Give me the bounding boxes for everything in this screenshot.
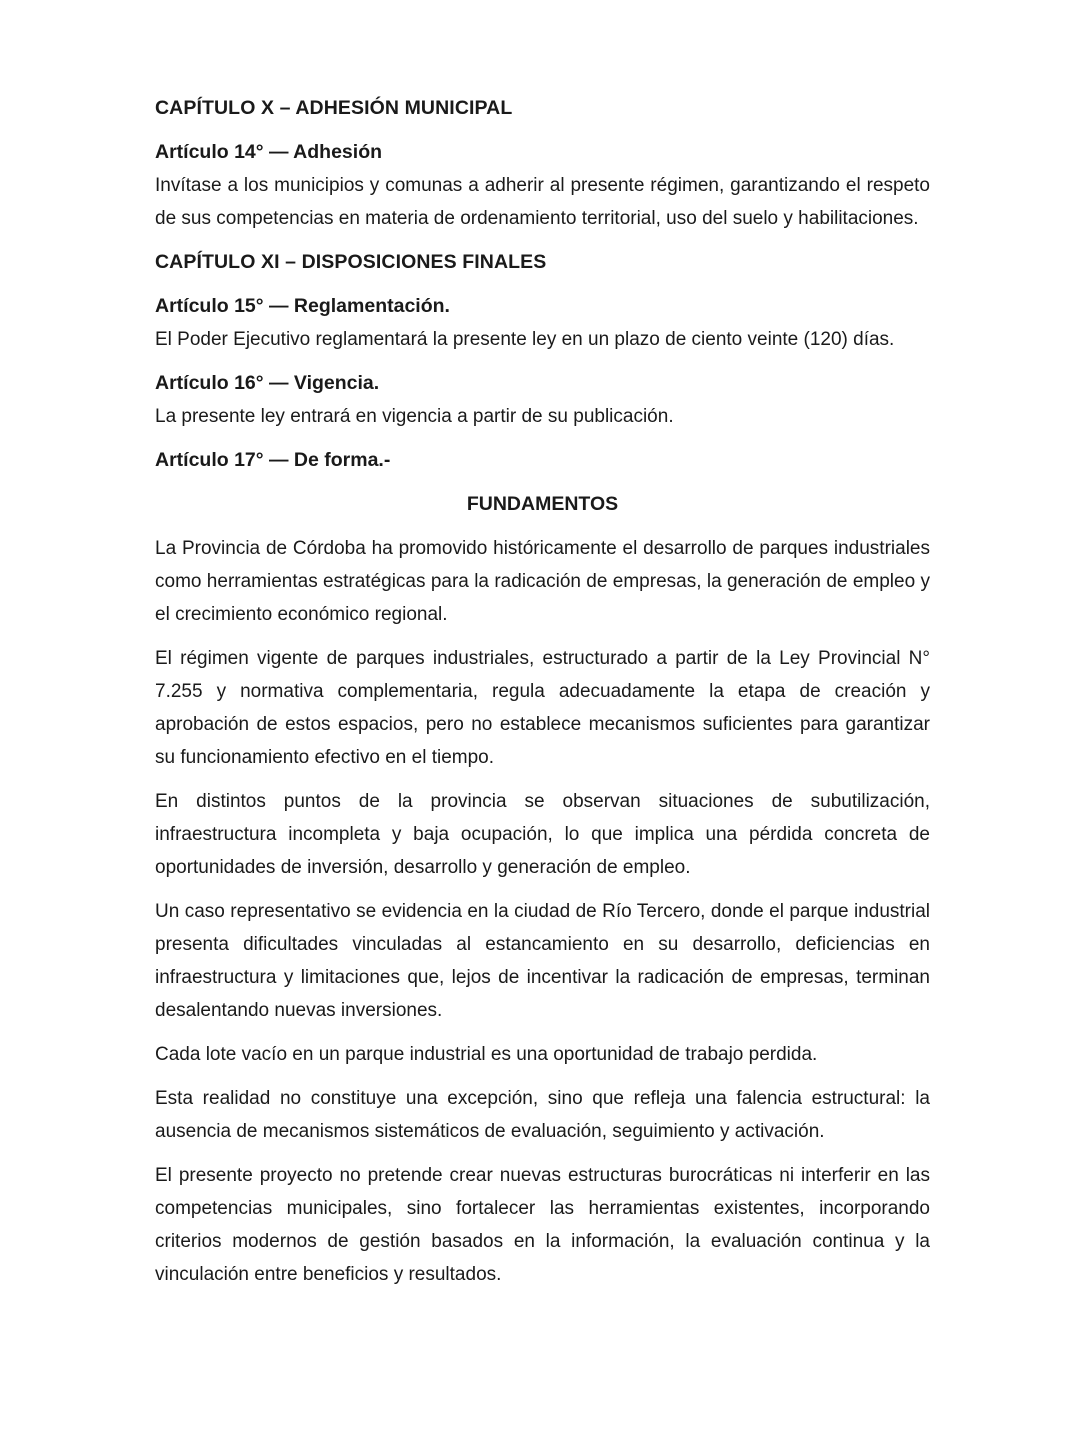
- article-14-text: Invítase a los municipios y comunas a adherir al presente régimen, garantizando el respeto de sus competencias en materia de ordenamiento territorial, uso del suelo y habilitaciones.: [155, 175, 930, 229]
- article-15-heading: Artículo 15° — Reglamentación.: [155, 295, 450, 317]
- article-14-heading: Artículo 14° — Adhesión: [155, 141, 383, 163]
- article-16-text: La presente ley entrará en vigencia a partir de su publicación.: [155, 406, 674, 427]
- article-17-heading: Artículo 17° — De forma.-: [155, 449, 391, 471]
- paragraph: En distintos puntos de la provincia se observan situaciones de subutilización, infraestructura incompleta y baja ocupación, lo que implica una pérdida concreta de oportunidades de inversión, desarrollo y generación de empleo.: [155, 791, 930, 878]
- article-14-block: [155, 136, 930, 235]
- paragraph: Un caso representativo se evidencia en la ciudad de Río Tercero, donde el parque industrial presenta dificultades vinculadas al estancamiento en su desarrollo, deficiencias en infraestructura y limitaciones que, lejos de incentivar la radicación de empresas, terminan desalentando nuevas inversiones.: [155, 901, 930, 1021]
- chapter-heading-xi: CAPÍTULO XI – DISPOSICIONES FINALES: [155, 251, 547, 273]
- paragraph: El presente proyecto no pretende crear nuevas estructuras burocráticas ni interferir en las competencias municipales, sino fortalecer las herramientas existentes, incorporando criterios modernos de gestión basados en la información, la evaluación continua y la vinculación entre beneficios y resultados.: [155, 1165, 930, 1285]
- paragraph: El régimen vigente de parques industriales, estructurado a partir de la Ley Provincial N° 7.255 y normativa complementaria, regula adecuadamente la etapa de creación y aprobación de estos espacios, pero no establece mecanismos suficientes para garantizar su funcionamiento efectivo en el tiempo.: [155, 648, 930, 768]
- paragraph: Esta realidad no constituye una excepción, sino que refleja una falencia estructural: la ausencia de mecanismos sistemáticos de evaluación, seguimiento y activación.: [155, 1088, 930, 1142]
- chapter-heading-x: CAPÍTULO X – ADHESIÓN MUNICIPAL: [155, 97, 513, 119]
- paragraph: La Provincia de Córdoba ha promovido históricamente el desarrollo de parques industriales como herramientas estratégicas para la radicación de empresas, la generación de empleo y el crecimiento económico regional.: [155, 538, 930, 625]
- document-body: [155, 92, 930, 1291]
- article-15-text: El Poder Ejecutivo reglamentará la presente ley en un plazo de ciento veinte (120) días.: [155, 329, 895, 350]
- article-16-block: [155, 367, 930, 433]
- article-15-block: [155, 290, 930, 356]
- paragraph: Cada lote vacío en un parque industrial es una oportunidad de trabajo perdida.: [155, 1044, 818, 1065]
- article-17-block: [155, 444, 930, 477]
- article-16-heading: Artículo 16° — Vigencia.: [155, 372, 380, 394]
- fundamentos-title: FUNDAMENTOS: [466, 493, 619, 515]
